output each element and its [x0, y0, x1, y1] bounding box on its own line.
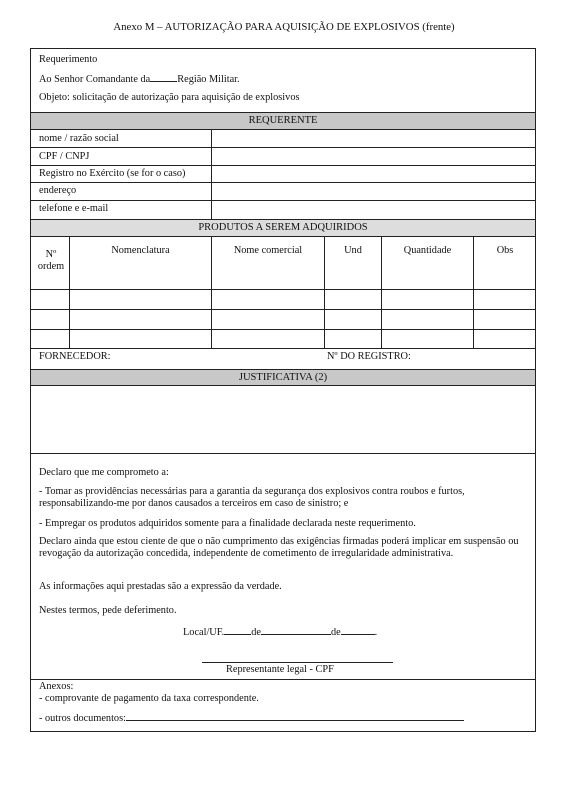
field-label-nome: nome / razão social: [39, 133, 119, 144]
field-input-endereco[interactable]: [212, 183, 535, 199]
declaro-item-seguranca: - Tomar as providências necessárias para a garantia da segurança dos explosivos contra roubos e furtos, responsabilizando-me por danos causados a terceiros em caso de sinistro; e: [39, 486, 465, 509]
field-label-endereco: endereço: [39, 185, 77, 196]
outros-documentos-blank[interactable]: [126, 711, 464, 721]
col-header-obs: Obs: [496, 245, 514, 256]
region-number-blank[interactable]: [150, 72, 177, 82]
field-input-cpf[interactable]: [212, 148, 535, 164]
field-input-registro[interactable]: [212, 166, 535, 182]
local-date-line: [183, 625, 377, 638]
anexo-outros-line: [39, 711, 464, 724]
requerente-heading: REQUERENTE: [31, 113, 535, 129]
day-blank[interactable]: [224, 625, 251, 635]
objeto-line: Objeto: solicitação de autorização para aquisição de explosivos: [39, 92, 300, 103]
product-row[interactable]: [31, 330, 535, 348]
declaro-ciencia: Declaro ainda que estou ciente de que o não cumprimento das exigências firmadas poderá implicar em suspensão ou revogação da autorização concedida, independente de cometimento de irregularidade administrativa.: [39, 536, 519, 559]
product-row[interactable]: [31, 310, 535, 328]
fornecedor-label: FORNECEDOR:: [39, 351, 111, 362]
year-blank[interactable]: [341, 625, 375, 635]
signature-line[interactable]: [202, 662, 393, 663]
produtos-heading: PRODUTOS A SEREM ADQUIRIDOS: [31, 220, 535, 236]
product-row[interactable]: [31, 290, 535, 308]
field-label-cpf: CPF / CNPJ: [39, 151, 90, 162]
de-label-1: de: [251, 627, 261, 638]
month-blank[interactable]: [261, 625, 331, 635]
page-title: Anexo M – AUTORIZAÇÃO PARA AQUISIÇÃO DE EXPLOSIVOS (frente): [113, 21, 455, 33]
field-input-telefone[interactable]: [212, 201, 535, 217]
requerimento-label: Requerimento: [39, 54, 98, 65]
field-label-telefone: telefone e e-mail: [39, 203, 109, 214]
date-period: .: [374, 627, 378, 638]
col-header-ordem: Nº ordem: [37, 249, 65, 272]
declaro-verdade: As informações aqui prestadas são a expressão da verdade.: [39, 581, 282, 592]
declaro-item-finalidade: - Empregar os produtos adquiridos somente para a finalidade declarada neste requerimento.: [39, 518, 416, 529]
anexos-label: Anexos:: [39, 681, 74, 692]
signature-caption: Representante legal - CPF: [226, 664, 334, 675]
declaro-intro: Declaro que me comprometo a:: [39, 467, 169, 478]
col-header-und: Und: [344, 245, 362, 256]
field-label-registro: Registro no Exército (se for o caso): [39, 168, 186, 179]
de-label-2: de: [330, 627, 341, 638]
application-form: [30, 48, 536, 732]
local-label: Local/UF.: [183, 627, 225, 638]
col-header-nome-comercial: Nome comercial: [233, 245, 303, 256]
addressee-suffix: Região Militar.: [177, 74, 240, 85]
field-input-nome[interactable]: [212, 130, 535, 146]
justificativa-heading: JUSTIFICATIVA (2): [31, 370, 535, 385]
anexo-comprovante: - comprovante de pagamento da taxa correspondente.: [39, 693, 259, 704]
col-header-quantidade: Quantidade: [403, 245, 452, 256]
declaro-termos: Nestes termos, pede deferimento.: [39, 605, 177, 616]
justificativa-field[interactable]: [31, 386, 535, 452]
addressee-prefix: Ao Senhor Comandante da: [39, 74, 151, 85]
registro-label: Nº DO REGISTRO:: [327, 351, 411, 362]
addressee-line: [39, 72, 240, 85]
col-header-nomenclatura: Nomenclatura: [111, 245, 170, 256]
anexo-outros-label: - outros documentos:: [39, 713, 126, 724]
